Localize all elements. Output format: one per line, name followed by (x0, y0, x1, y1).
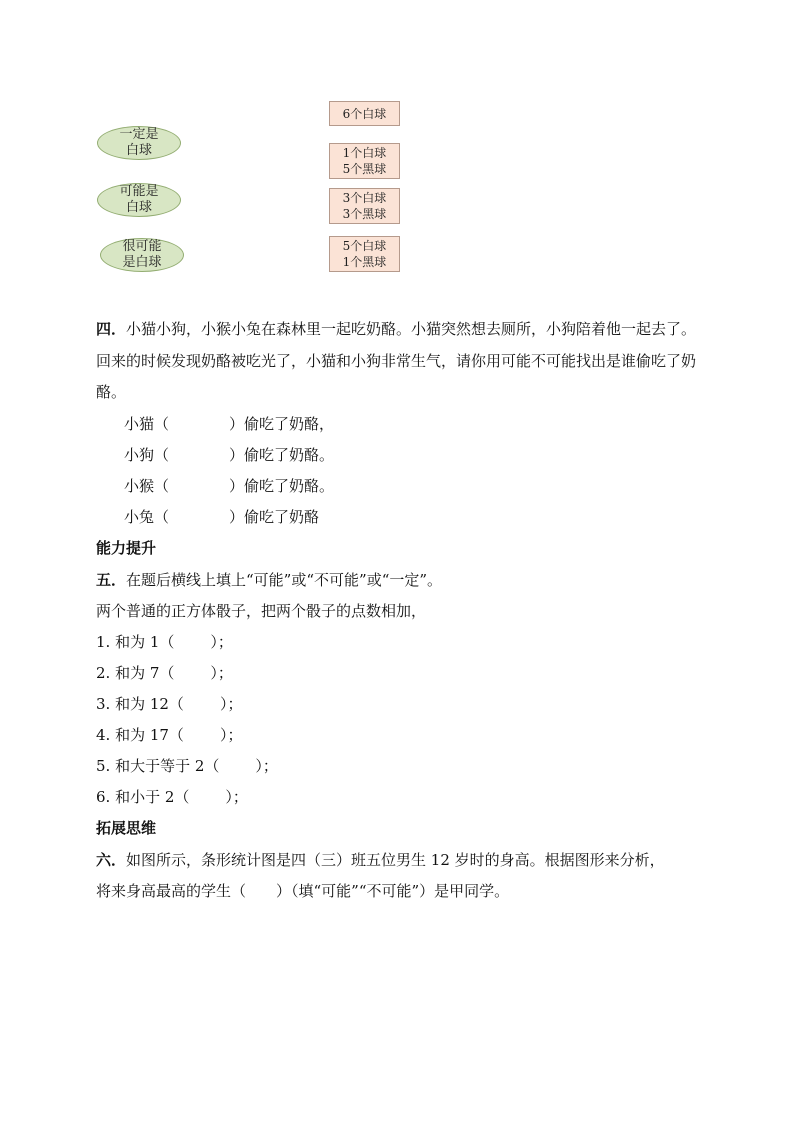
item-tail: ）； (219, 695, 243, 713)
item-label: 小兔（ (124, 508, 170, 526)
question-number: 四． (96, 320, 127, 338)
option-ellipse-certain (97, 126, 181, 160)
option-ellipse-possible (97, 183, 181, 217)
dice-item-5 (96, 756, 278, 776)
section-heading-ability: 能力提升 (96, 539, 157, 557)
question-text: 小猫小狗，小猴小兔在森林里一起吃奶酪。小猫突然想去厕所，小狗陪着他一起去了。回来的时候发现奶酪被吃光了，小猫和小狗非常生气，请你用可能不可能找出是谁偷吃了奶酪。 (96, 320, 697, 401)
item-tail: ）偷吃了奶酪， (229, 415, 335, 433)
ball-box-2 (329, 143, 400, 179)
question-number: 五． (96, 571, 127, 589)
item-label: 1. 和为 1（ (96, 633, 175, 651)
item-label: 2. 和为 7（ (96, 664, 175, 682)
item-tail: ）； (210, 664, 233, 682)
item-label: 4. 和为 17（ (96, 726, 184, 744)
item-label: 5. 和大于等于 2（ (96, 757, 220, 775)
question-5 (96, 570, 442, 590)
question-text: 在题后横线上填上“可能”或“不可能”或“一定”。 (126, 571, 443, 589)
box-text: 5个白球 (342, 239, 387, 253)
item-label: 小猫（ (124, 415, 170, 433)
box-text: 5个黑球 (342, 162, 387, 176)
answer-line-dog (124, 445, 334, 465)
ellipse-text: 很可能 (122, 239, 162, 254)
dice-item-2 (96, 663, 233, 683)
ball-box-3 (329, 188, 400, 224)
item-label: 小狗（ (124, 446, 170, 464)
item-tail: ）偷吃了奶酪。 (229, 446, 335, 464)
item-tail: ）； (219, 726, 243, 744)
dice-item-4 (96, 725, 242, 745)
question-5-intro: 两个普通的正方体骰子，把两个骰子的点数相加， (96, 602, 427, 620)
answer-line-monkey (124, 476, 334, 496)
ball-box-4 (329, 236, 400, 272)
answer-line-cat (124, 414, 334, 434)
ball-box-1 (329, 101, 400, 126)
item-tail: ）偷吃了奶酪。 (229, 477, 335, 495)
question-4 (96, 314, 706, 409)
box-text: 3个白球 (342, 191, 387, 205)
question-6-line-1 (96, 850, 665, 870)
item-label: 6. 和小于 2（ (96, 788, 190, 806)
ellipse-text: 白球 (125, 143, 152, 158)
dice-item-1 (96, 632, 233, 652)
box-text: 6个白球 (342, 106, 387, 121)
item-tail: ）； (225, 788, 248, 806)
question-number: 六． (96, 851, 127, 869)
ellipse-text: 是白球 (122, 255, 162, 270)
box-text: 1个黑球 (342, 255, 387, 269)
item-label: 3. 和为 12（ (96, 695, 184, 713)
ellipse-text: 可能是 (119, 184, 159, 199)
question-6-line-2: 将来身高最高的学生（ ）（填“可能”“不可能”）是甲同学。 (96, 882, 510, 900)
item-tail: ）偷吃了奶酪 (229, 508, 320, 526)
box-text: 1个白球 (342, 146, 387, 160)
option-ellipse-likely (100, 238, 184, 272)
ellipse-text: 一定是 (119, 127, 159, 142)
box-text: 3个黑球 (342, 207, 387, 221)
item-tail: ）； (210, 633, 233, 651)
item-label: 小猴（ (124, 477, 170, 495)
question-text: 如图所示，条形统计图是四（三）班五位男生 12 岁时的身高。根据图形来分析， (126, 851, 665, 869)
section-heading-extend: 拓展思维 (96, 819, 157, 837)
dice-item-3 (96, 694, 242, 714)
answer-line-rabbit (124, 507, 319, 527)
ellipse-text: 白球 (125, 200, 152, 215)
dice-item-6 (96, 787, 248, 807)
item-tail: ）； (255, 757, 278, 775)
